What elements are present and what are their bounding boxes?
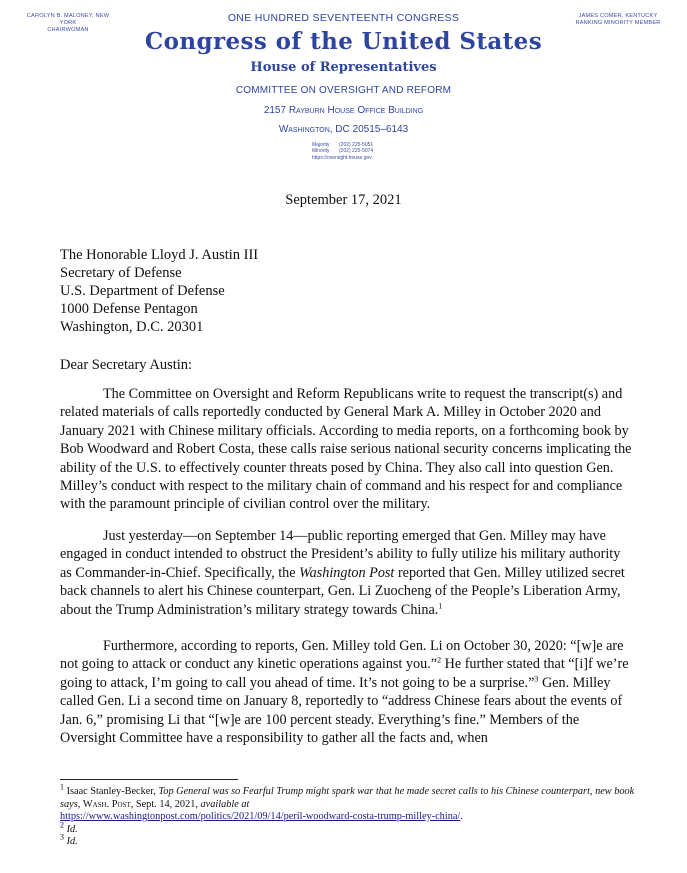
minority-label: Minority (312, 148, 330, 155)
congress-number: ONE HUNDRED SEVENTEENTH CONGRESS (227, 12, 460, 24)
letterhead-title: Congress of the United States (144, 28, 543, 55)
letter-date: September 17, 2021 (285, 192, 402, 208)
paragraph-text: Gen. Milley called Gen. Li a second time on January 8, reportedly to “address Chinese fears about the events of Jan. 6,” promising Li that “[w]e are 100 percent steady. Everything’s fine.” Members of the Oversight Committee have a responsibility to gather all the facts and, when (60, 674, 623, 747)
paragraph-text: Just yesterday—on September 14—public reporting emerged that Gen. Milley may have engaged in conduct intended to obstruct the President’s ability to fully utilize his military authority as Commander-in-Chief. Specifically, the (60, 528, 621, 581)
committee-name: COMMITTEE ON OVERSIGHT AND REFORM (235, 85, 452, 96)
footnote-ref-2[interactable]: 2 (437, 655, 442, 665)
recipient-line: 1000 Defense Pentagon (60, 301, 198, 317)
paragraph-text: He further stated that “[i]f we’re going to attack, I’m going to call you ahead of time. It’s not going to be a surprise.” (60, 656, 629, 691)
footnote-publication: Wash. Post (82, 798, 131, 810)
footnote-text: Id. (64, 836, 78, 847)
ranking-member-title: RANKING MINORITY MEMBER (575, 20, 661, 26)
footnote-ref-1[interactable]: 1 (438, 600, 443, 610)
chairwoman-title: CHAIRWOMAN (47, 27, 89, 33)
footnote-number: 3 (60, 832, 64, 842)
recipient-line: Washington, D.C. 20301 (60, 319, 204, 335)
committee-address: 2157 Rayburn House Office Building (263, 105, 424, 116)
footnote-author: Isaac Stanley-Becker, (64, 786, 159, 797)
recipient-address (60, 246, 258, 336)
recipient-line: Secretary of Defense (60, 265, 182, 281)
salutation: Dear Secretary Austin: (60, 357, 193, 373)
recipient-line: U.S. Department of Defense (60, 283, 225, 299)
paragraph-text: reported that Gen. Milley utilized secret back channels to alert his Chinese counterpart, Gen. Li Zuocheng of the People’s Liberation Army, about the Trump Administration’s military strategy towards China. (60, 564, 625, 618)
body-paragraph-1 (60, 385, 635, 514)
paragraph-text: The Committee on Oversight and Reform Republicans write to request the transcript(s) and related materials of calls reportedly conducted by General Mark A. Milley in October 2020 and January 2021 with Chinese military officials. According to media reports, on a forthcoming book by Bob Woodward and Robert Costa, these calls raise serious national security concerns implicating the ability of the U.S. to effectively counter threats posed by China. They also call into question Gen. Milley’s conduct with respect to the military chain of command and his respect for and compliance with the paramount principle of civilian control over the military. (60, 386, 632, 513)
footnote-divider (60, 779, 238, 780)
footnote-date: , Sept. 14, 2021, (130, 798, 201, 810)
website-link[interactable]: https://oversight.house.gov (312, 154, 372, 161)
footnote-available-at: available at (200, 798, 250, 810)
committee-city: Washington, DC 20515–6143 (278, 124, 409, 135)
footnote-2 (60, 820, 640, 837)
phone-block (312, 142, 373, 161)
footnote-1 (60, 782, 640, 824)
majority-label: Majority (312, 142, 330, 148)
footnote-text: Id. (64, 823, 78, 835)
footnote-link[interactable]: https://www.washingtonpost.com/politics/2021/09/14/peril-woodward-costa-trump-milley-china/ (60, 811, 461, 822)
footnote-number: 2 (60, 820, 64, 830)
minority-phone: (202) 225-5074 (339, 148, 374, 155)
body-paragraph-3 (60, 637, 635, 747)
chairwoman-name: CAROLYN B. MALONEY, NEW YORK (26, 13, 110, 26)
body-paragraph-2 (60, 527, 635, 619)
recipient-line: The Honorable Lloyd J. Austin III (60, 247, 259, 263)
footnote-text: , (77, 798, 83, 810)
footnote-number: 1 (60, 782, 64, 792)
footnote-text: . (460, 811, 463, 822)
footnote-3 (60, 832, 640, 849)
paragraph-text: Furthermore, according to reports, Gen. Milley told Gen. Li on October 30, 2020: “[w]e are not going to attack or conduct any kinetic operations against you.” (60, 638, 624, 673)
footnote-article-title: Top General was so Fearful Trump might spark war that he made secret calls to his Chinese counterpart, new book says (60, 786, 635, 810)
majority-phone: (202) 225-5051 (339, 142, 374, 148)
publication-name: Washington Post (299, 564, 395, 581)
ranking-member-name: JAMES COMER, KENTUCKY (578, 13, 658, 19)
footnote-ref-3[interactable]: 3 (534, 674, 539, 684)
letterhead-house: House of Representatives (250, 60, 437, 75)
footnotes (60, 782, 640, 849)
